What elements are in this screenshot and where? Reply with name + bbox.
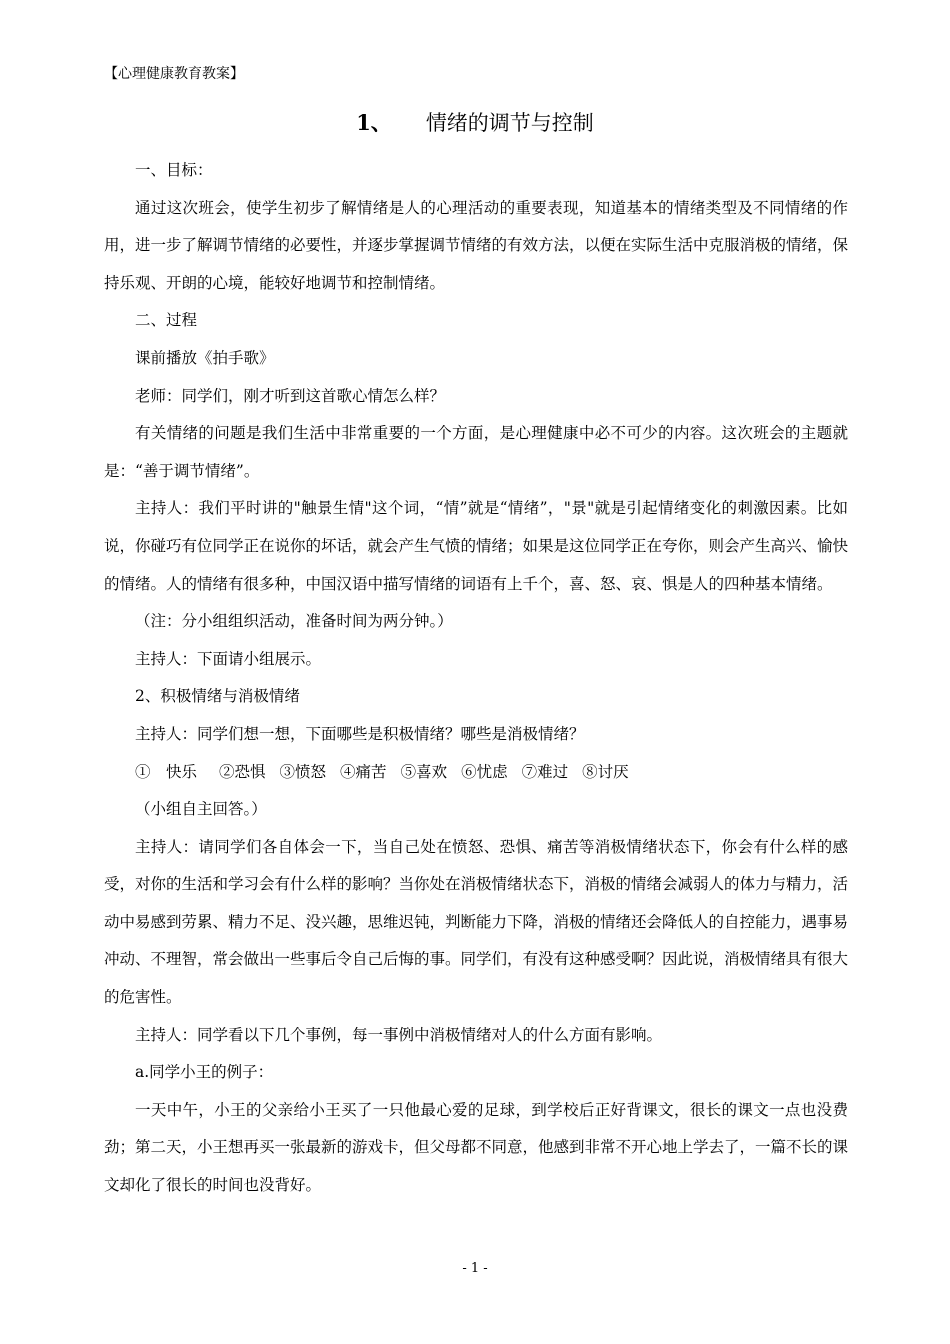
emotion-option: ⑥忧虑 [461, 762, 508, 781]
host-group-show: 主持人：下面请小组展示。 [135, 649, 322, 668]
pre-class-song: 课前播放《拍手歌》 [135, 348, 275, 367]
lesson-title [0, 108, 950, 138]
emotion-option: ① 快乐 [135, 762, 198, 781]
lesson-number: 1、 [356, 110, 392, 135]
host-emotion-question: 主持人：同学们想一想，下面哪些是积极情绪？哪些是消极情绪？ [135, 724, 585, 743]
emotion-option: ⑧讨厌 [582, 762, 629, 781]
emotion-option: ⑤喜欢 [400, 762, 448, 781]
document-body [104, 152, 848, 1205]
section-heading-process: 二、过程 [135, 311, 198, 330]
example-a-heading: a.同学小王的例子： [135, 1063, 274, 1082]
emotion-option: ③愤怒 [279, 762, 327, 781]
activity-note: （注：分小组组织活动，准备时间为两分钟。） [135, 612, 453, 631]
emotion-options-list [104, 754, 848, 792]
group-answer-note: （小组自主回答。） [135, 800, 267, 819]
lesson-title-text: 情绪的调节与控制 [425, 111, 594, 135]
goals-paragraph: 通过这次班会，使学生初步了解情绪是人的心理活动的重要表现，知道基本的情绪类型及不同情绪的作用，进一步了解调节情绪的必要性，并逐步掌握调节情绪的有效方法，以便在实际生活中克服消极的情绪，保持乐观、开朗的心境，能较好地调节和控制情绪。 [104, 198, 849, 292]
emotion-option: ④痛苦 [340, 762, 387, 781]
emotion-option: ②恐惧 [219, 762, 266, 781]
subsection-heading-emotions: 2、积极情绪与消极情绪 [135, 687, 300, 706]
emotion-option: ⑦难过 [521, 762, 569, 781]
examples-intro: 主持人：同学看以下几个事例，每一事例中消极情绪对人的什么方面有影响。 [135, 1025, 663, 1044]
section-heading-goals: 一、目标： [135, 161, 213, 179]
negative-emotion-paragraph: 主持人：请同学们各自体会一下，当自己处在愤怒、恐惧、痛苦等消极情绪状态下，你会有什么样的感受，对你的生活和学习会有什么样的影响？当你处在消极情绪状态下，消极的情绪会减弱人的体力与精力，活动中易感到劳累、精力不足、没兴趣，思维迟钝，判断能力下降，消极的情绪还会降低人的自控能力，遇事易冲动、不理智，常会做出一些事后令自己后悔的事。同学们，有没有这种感受啊？因此说，消极情绪具有很大的危害性。 [104, 837, 849, 1007]
teacher-question: 老师：同学们，刚才听到这首歌心情怎么样？ [135, 386, 446, 405]
host-explanation-paragraph: 主持人：我们平时讲的"触景生情"这个词，“情”就是“情绪”，"景"就是引起情绪变化的刺激因素。比如说，你碰巧有位同学正在说你的坏话，就会产生气愤的情绪；如果是这位同学正在夸你，则会产生高兴、愉快的情绪。人的情绪有很多种，中国汉语中描写情绪的词语有上千个，喜、怒、哀、惧是人的四种基本情绪。 [104, 499, 849, 593]
theme-paragraph: 有关情绪的问题是我们生活中非常重要的一个方面，是心理健康中必不可少的内容。这次班会的主题就是：“善于调节情绪”。 [104, 424, 848, 480]
page-number: - 1 - [462, 1261, 488, 1276]
document-category-tag: 【心理健康教育教案】 [104, 66, 244, 82]
example-a-story: 一天中午，小王的父亲给小王买了一只他最心爱的足球，到学校后正好背课文，很长的课文一点也没费劲；第二天，小王想再买一张最新的游戏卡，但父母都不同意，他感到非常不开心地上学去了，一篇不长的课文却化了很长的时间也没背好。 [104, 1100, 849, 1195]
